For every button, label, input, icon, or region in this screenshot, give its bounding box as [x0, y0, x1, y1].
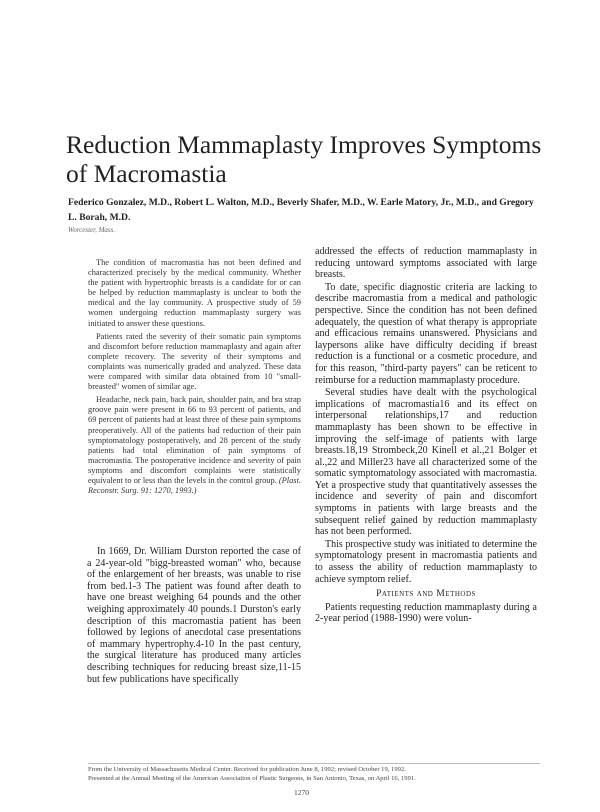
footnote-line: From the University of Massachusetts Medical Center. Received for publication June 8, 1992; revised October 19, 1992.: [88, 766, 406, 773]
abstract-paragraph: [88, 395, 301, 496]
page-number: 1270: [294, 788, 309, 797]
affiliation: Worcester, Mass.: [68, 226, 116, 234]
section-heading: Patients and Methods: [376, 588, 476, 600]
body-paragraph: Patients requesting reduction mammaplasty during a 2-year period (1988-1990) were volun-: [315, 601, 537, 625]
abstract-citation: (Plast. Reconstr. Surg. 91: 1270, 1993.): [88, 475, 301, 496]
abstract-paragraph: The condition of macromastia has not been defined and characterized precisely by the medical community. Whether the patient with hypertrophic breasts is a candidate for or can be helped by reduction mammaplasty is unclear to both the medical and the lay community. A prospective study of 59 women undergoing reduction mammaplasty surgery was initiated to answer these questions.: [88, 258, 301, 328]
body-paragraph: addressed the effects of reduction mammaplasty in reducing untoward symptoms associated with large breasts.: [315, 246, 537, 281]
abstract: [88, 258, 301, 499]
footnote-line: Presented at the Annual Meeting of the American Association of Plastic Surgeons, in San Antonio, Texas, on April 16, 1991.: [88, 774, 416, 782]
footnote: [88, 766, 540, 783]
abstract-paragraph: Patients rated the severity of their somatic pain symptoms and discomfort before reduction mammaplasty and again after complete recovery. The severity of their symptoms and complaints was numerically graded and analyzed. These data were compared with similar data obtained from 10 "small-breasted" women of similar age.: [88, 331, 301, 392]
body-paragraph: This prospective study was initiated to determine the symptomatology present in macromastia patients and to assess the ability of reduction mammaplasty to achieve symptom relief.: [315, 538, 537, 585]
footnote-divider: [88, 763, 540, 764]
body-paragraph: To date, specific diagnostic criteria are lacking to describe macromastia from a medical and pathologic perspective. Since the condition has not been defined adequately, the question of what therapy is appropriate and efficacious remains unanswered. Physicians and laypersons alike have difficulty deciding if breast reduction is a functional or a cosmetic procedure, and for this reason, "third-party payers" can be reticent to reimburse for a reduction mammaplasty procedure.: [315, 281, 537, 386]
body-paragraph: Several studies have dealt with the psychological implications of macromastia16 and its effect on interpersonal relationships,17 and reduction mammaplasty has been shown to be effective in improving the self-image of patients with large breasts.18,19 Strombeck,20 Kinell et al.,21 Bolger et al.,22 and Miller23 have all characterized some of the somatic symptomatology associated with macromastia. Yet a prospective study that quantitatively assesses the incidence and severity of pain and discomfort symptoms in patients with large breasts and the subsequent relief gained by reduction mammaplasty has not been performed.: [315, 387, 537, 538]
article-title: Reduction Mammaplasty Improves Symptoms of Macromastia: [66, 130, 542, 188]
body-paragraph: In 1669, Dr. William Durston reported the case of a 24-year-old "bigg-breasted woman" who, because of the enlargement of her breasts, was unable to rise from bed.1-3 The patient was found after death to have one breast weighing 64 pounds and the other weighing approximately 40 pounds.1 Durston's early description of this macromastia patient has been followed by legions of anecdotal case presentations of mammary hypertrophy.4-10 In the past century, the surgical literature has produced many articles describing techniques for reducing breast size,11-15 but few publications have specifically: [87, 546, 301, 685]
body-column-right: [315, 246, 537, 626]
body-column-left: [87, 546, 301, 685]
abstract-text: Headache, neck pain, back pain, shoulder pain, and bra strap groove pain were present in 66 to 93 percent of patients, and 69 percent of patients had at least three of these pain symptoms preoperatively. All of the patients had reduction of their pain symptomatology postoperatively, and 28 percent of the study patients had total elimination of pain symptoms of macromastia. The postoperative incidence and severity of pain symptoms and discomfort complaints were statistically equivalent to or less than the levels in the control group.: [88, 395, 301, 485]
author-list: Federico Gonzalez, M.D., Robert L. Walton, M.D., Beverly Shafer, M.D., W. Earle Matory, Jr., M.D., and Gregory L. Borah, M.D.: [68, 197, 534, 223]
